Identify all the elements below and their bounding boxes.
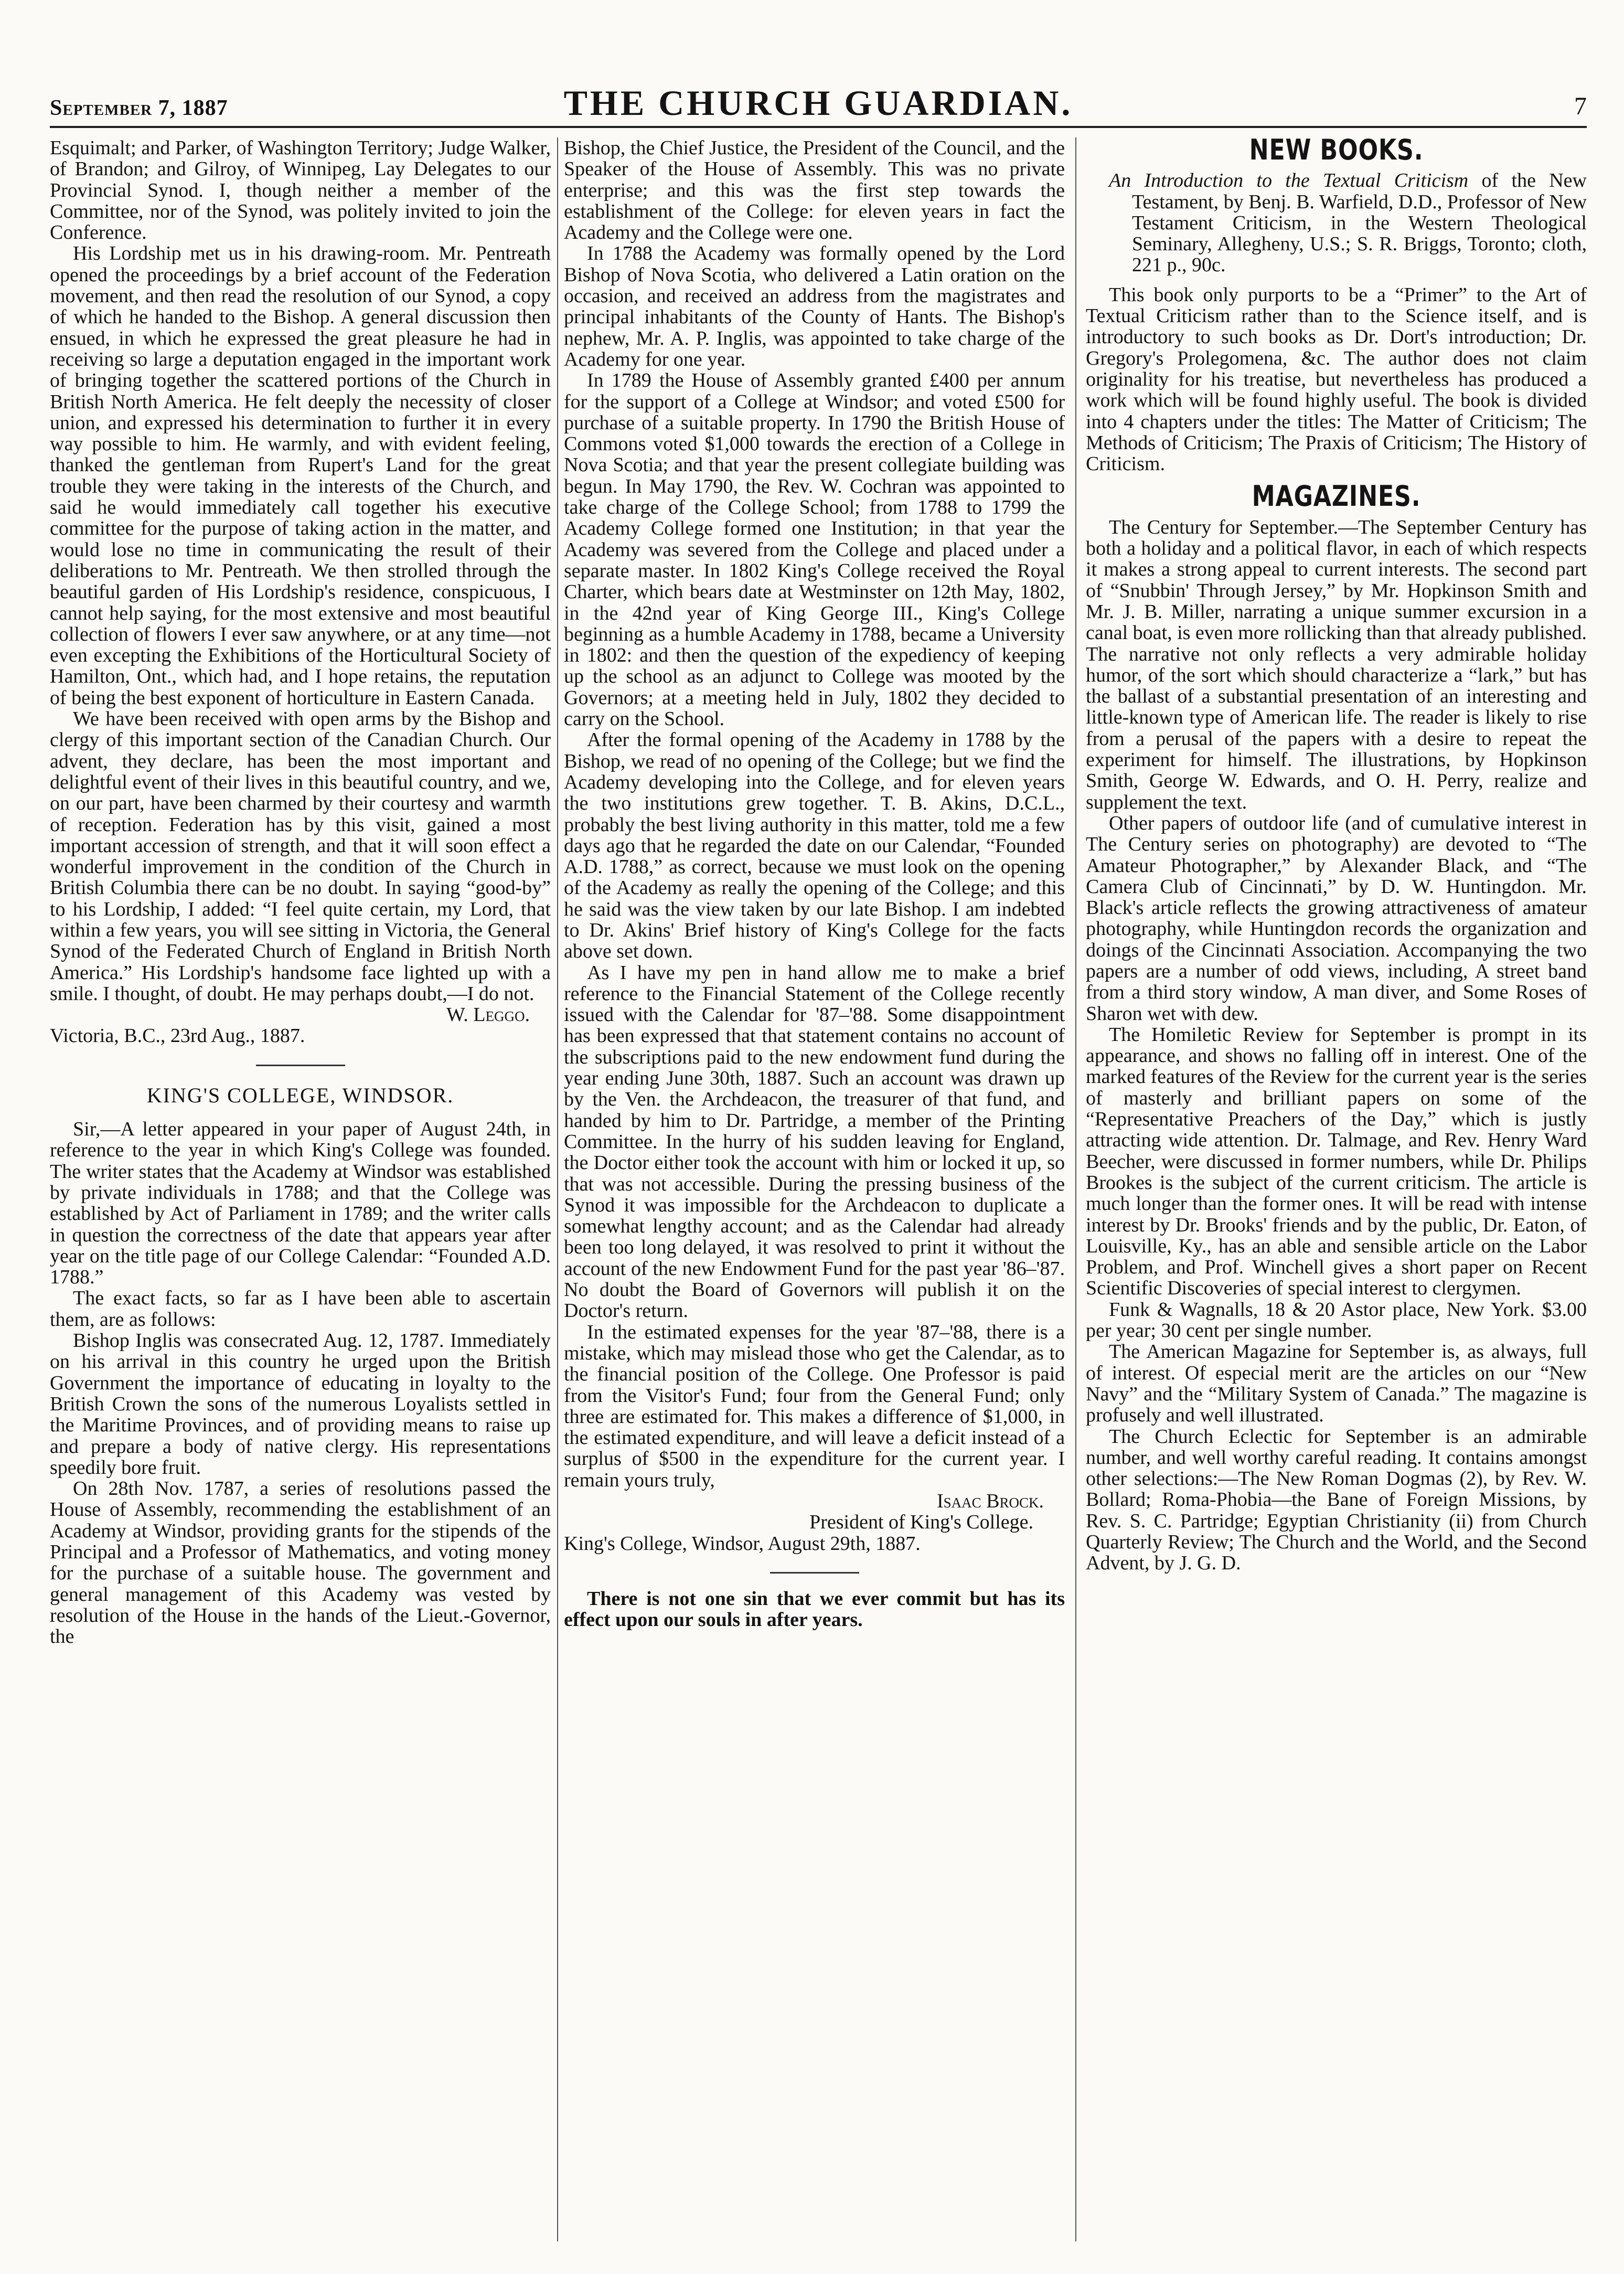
column-divider: [557, 137, 558, 2241]
book-entry: [1086, 170, 1587, 275]
kings-college-paragraph: The exact facts, so far as I have been able to ascertain them, are as follows:: [50, 1287, 551, 1331]
letter-paragraph: We have been received with open arms by the Bishop and clergy of this important section of the Canadian Church. Our advent, they declare, has been the most important and delightful event of their lives in this beautiful country, and we, on our part, have been charmed by their courtesy and warmth of reception. Federation has by this visit, gained a most important accession of strength, and that it will soon effect a wonderful improvement in the condition of the Church in British Columbia there can be no doubt. In saying “good-by” to his Lordship, I added: “I feel quite certain, my Lord, that within a few years, you will see sitting in Victoria, the General Synod of the Federated Church of England in British North America.” His Lordship's handsome face lighted up with a smile. I thought, of doubt. He may perhaps doubt,—I do not.: [50, 708, 551, 1005]
masthead: [50, 84, 1587, 128]
column-divider: [1075, 137, 1076, 2241]
column-1: [50, 137, 551, 2241]
book-review: This book only purports to be a “Primer” to the Art of Textual Criticism rather than to the Science itself, and is introductory to such books as Dr. Dort's introduction; Dr. Gregory's Prolegomena, &c. The author does not claim originality for his treatise, but nevertheless has produced a work which will be found highly useful. The book is divided into 4 chapters under the titles: The Matter of Criticism; The Methods of Criticism; The Praxis of Criticism; The History of Criticism.: [1086, 283, 1587, 475]
kings-college-paragraph: Sir,—A letter appeared in your paper of August 24th, in reference to the year in which King's College was founded. The writer states that the Academy at Windsor was established by private individuals in 1788; and that the College was established by Act of Parliament in 1789; and the writer calls in question the correctness of the date that appears year after year on the title page of our College Calendar: “Founded A.D. 1788.”: [50, 1118, 551, 1289]
letter-paragraph: His Lordship met us in his drawing-room. Mr. Pentreath opened the proceedings by a brief account of the Federation movement, and then read the resolution of our Synod, a copy of which he handed to the Bishop. A general discussion then ensued, in which he expressed the great pleasure he had in receiving so large a deputation engaged in the important work of bringing together the scattered portions of the Church in British North America. He felt deeply the necessity of closer union, and expressed his determination to further it in every way possible to him. He warmly, and with evident feeling, thanked the gentleman from Rupert's Land for the great trouble they were taking in the interests of the Church, and said he would immediately call together his executive committee for the purpose of taking action in the matter, and would lose no time in communicating the result of their deliberations to Mr. Pentreath. We then strolled through the beautiful garden of His Lordship's residence, conspicuous, I cannot help saying, for the most extensive and most beautiful collection of flowers I ever saw anywhere, or at any time—not even excepting the Exhibitions of the Horticultural Society of Hamilton, Ont., which had, and I hope retains, the reputation of being the best exponent of horticulture in Eastern Canada.: [50, 242, 551, 709]
magazines-heading: MAGAZINES.: [1252, 480, 1421, 513]
magazine-paragraph: The Homiletic Review for September is prompt in its appearance, and shows no falling off in interest. One of the marked features of the Review for the current year is the series of masterly and brilliant papers on some of the “Representative Preachers of the Day,” which is justly attracting wide attention. Dr. Talmage, and Rev. Henry Ward Beecher, were discussed in former numbers, while Dr. Philips Brookes is the subject of the current criticism. The article is much longer than the former ones. It will be read with intense interest by Dr. Brooks' friends and by the public, Dr. Eaton, of Louisville, Ky., has an able and sensible article on the Labor Problem, and Prof. Winchell gives a short paper on Recent Scientific Discoveries of special interest to clergymen.: [1086, 1023, 1587, 1300]
letter-paragraph: Esquimalt; and Parker, of Washington Territory; Judge Walker, of Brandon; and Gilroy, of Winnipeg, Lay Delegates to our Provincial Synod. I, though neither a member of the Committee, nor of the Synod, was politely invited to join the Conference.: [50, 137, 551, 244]
magazine-paragraph: The Century for September.—The September Century has both a holiday and a political flavor, in each of which respects it makes a strong appeal to current interests. The second part of “Snubbin' Through Jersey,” by Mr. Hopkinson Smith and Mr. J. B. Miller, narrating a unique summer excursion in a canal boat, is even more rollicking than that already published. The narrative not only reflects a very admirable holiday humor, of the sort which should characterize a “lark,” but has the ballast of a substantial presentation of an interesting and little-known type of American life. The reader is likely to rise from a perusal of the papers with a desire to repeat the experiment for himself. The illustrations, by Hopkinson Smith, George W. Edwards, and O. H. Perry, realize and supplement the text.: [1086, 516, 1587, 813]
book-title: An Introduction to the Textual Criticism: [1109, 169, 1469, 192]
newspaper-title: THE CHURCH GUARDIAN.: [563, 83, 1073, 123]
section-divider: [256, 1065, 345, 1066]
magazine-paragraph: Other papers of outdoor life (and of cumulative interest in The Century series on photography) are devoted to “The Amateur Photographer,” by Alexander Black, and “The Camera Club of Cincinnati,” by D. W. Huntingdon. Mr. Black's article reflects the growing attractiveness of amateur photography, while Huntingdon records the organization and doings of the Cincinnati Association. Accompanying the two papers are a number of odd views, including, A street band from a third story window, A man diver, and Some Roses of Sharon wet with dew.: [1086, 812, 1587, 1025]
closing-line: There is not one sin that we ever commit but has its effect upon our souls in after years.: [564, 1587, 1065, 1631]
column-3: [1086, 137, 1587, 2241]
magazine-paragraph: The American Magazine for September is, as always, full of interest. Of especial merit are the articles on our “New Navy” and the “Military System of Canada.” The magazine is profusely and well illustrated.: [1086, 1341, 1587, 1427]
signature-name: Isaac Brock.: [936, 1490, 1044, 1512]
magazine-paragraph: Funk & Wagnalls, 18 & 20 Astor place, New York. $3.00 per year; 30 cent per single number.: [1086, 1298, 1587, 1342]
article-paragraph: In the estimated expenses for the year '87–'88, there is a mistake, which may mislead those who get the Calendar, as to the financial position of the College. One Professor is paid from the Visitor's Fund; four from the General Fund; only three are estimated for. This makes a difference of $1,000, in the estimated expenditure, and will leave a deficit instead of a surplus of $500 in the expenditure for the current year. I remain yours truly,: [564, 1321, 1065, 1491]
section-divider: [770, 1572, 859, 1574]
article-paragraph: In 1788 the Academy was formally opened by the Lord Bishop of Nova Scotia, who delivered a Latin oration on the occasion, and received an address from the magistrates and principal inhabitants of the County of Hants. The Bishop's nephew, Mr. A. P. Inglis, was appointed to take charge of the Academy for one year.: [564, 242, 1065, 370]
issue-date: September 7, 1887: [50, 96, 228, 120]
signature-place: King's College, Windsor, August 29th, 1887.: [564, 1532, 921, 1555]
letter-place-date: Victoria, B.C., 23rd Aug., 1887.: [50, 1025, 305, 1047]
article-paragraph: Bishop, the Chief Justice, the President of the Council, and the Speaker of the House of Assembly. This was no private enterprise; and this was the first step towards the establishment of the College: for eleven years in fact the Academy and the College were one.: [564, 137, 1065, 244]
article-paragraph: In 1789 the House of Assembly granted £400 per annum for the support of a College at Windsor; and voted £500 for purchase of a suitable property. In 1790 the British House of Commons voted $1,000 towards the erection of a College in Nova Scotia; and that year the present collegiate building was begun. In May 1790, the Rev. W. Cochran was appointed to take charge of the College School; from 1788 to 1799 the Academy College formed one Institution; in that year the Academy was severed from the College and placed under a separate master. In 1802 King's College received the Royal Charter, which bears date at Westminster on 12th May, 1802, in the 42nd year of King George III., King's College beginning as a humble Academy in 1788, became a University in 1802: and then the question of the expediency of keeping up the school as an adjunct to College was mooted by the Governors; at a meeting held in July, 1802 they decided to carry on the School.: [564, 369, 1065, 730]
kings-college-paragraph: On 28th Nov. 1787, a series of resolutions passed the House of Assembly, recommending the establishment of an Academy at Windsor, providing grants for the stipends of the Principal and a Professor of Mathematics, and voting money for the purchase of a suitable house. The government and general management of this Academy was vested by resolution of the House in the hands of the Lieut.-Governor, the: [50, 1478, 551, 1648]
page-number: 7: [1574, 92, 1587, 120]
magazine-paragraph: The Church Eclectic for September is an admirable number, and well worthy careful reading. It contains amongst other selections:—The New Roman Dogmas (2), by Rev. W. Bollard; Roma-Phobia—the Bane of Foreign Missions, by Rev. S. C. Partridge; Egyptian Christianity (ii) from Church Quarterly Review; The Church and the World, and the Second Advent, by J. G. D.: [1086, 1425, 1587, 1575]
column-2: [564, 137, 1065, 2241]
article-paragraph: After the formal opening of the Academy in 1788 by the Bishop, we read of no opening of the College; but we find the Academy developing into the College, and for eleven years the two institutions grew together. T. B. Akins, D.C.L., probably the best living authority in this matter, told me a few days ago that he regarded the date on our Calendar, “Founded A.D. 1788,” as correct, because we must look on the opening of the Academy as really the opening of the College; and this he said was the view taken by our late Bishop. I am indebted to Dr. Akins' Brief history of King's College for the facts above set down.: [564, 729, 1065, 963]
new-books-heading: NEW BOOKS.: [1249, 137, 1424, 166]
kings-college-heading: KING'S COLLEGE, WINDSOR.: [146, 1083, 454, 1107]
letter-signature: W. Leggo.: [446, 1004, 530, 1026]
article-paragraph: As I have my pen in hand allow me to make a brief reference to the Financial Statement of the College recently issued with the Calendar for '87–'88. Some disappointment has been expressed that that statement contains no account of the subscriptions paid to the new endowment fund during the year ending June 30th, 1887. Such an account was drawn up by the Ven. the Archdeacon, the treasurer of that fund, and handed by him to Dr. Partridge, a member of the Printing Committee. In the hurry of his sudden leaving for England, the Doctor either took the account with him or locked it up, so that was not accessible. During the pressing business of the Synod it was impossible for the Archdeacon to duplicate a somewhat lengthy account; and as the Calendar had already been too long delayed, it was resolved to print it without the account of the new Endowment Fund for the past year '86–'87. No doubt the Board of Governors will publish it on the Doctor's return.: [564, 961, 1065, 1322]
kings-college-paragraph: Bishop Inglis was consecrated Aug. 12, 1787. Immediately on his arrival in this country he urged upon the British Government the importance of educating in loyalty to the British Crown the sons of the numerous Loyalists settled in the Maritime Provinces, and of providing means to raise up and prepare a body of native clergy. His representations speedily bore fruit.: [50, 1330, 551, 1479]
book-details: of the New Testament, by Benj. B. Warfield, D.D., Professor of New Testament Criticism, in the Western Theological Seminary, Allegheny, U.S.; S. R. Briggs, Toronto; cloth, 221 p., 90c.: [1132, 169, 1587, 277]
signature-title: President of King's College.: [809, 1511, 1033, 1534]
